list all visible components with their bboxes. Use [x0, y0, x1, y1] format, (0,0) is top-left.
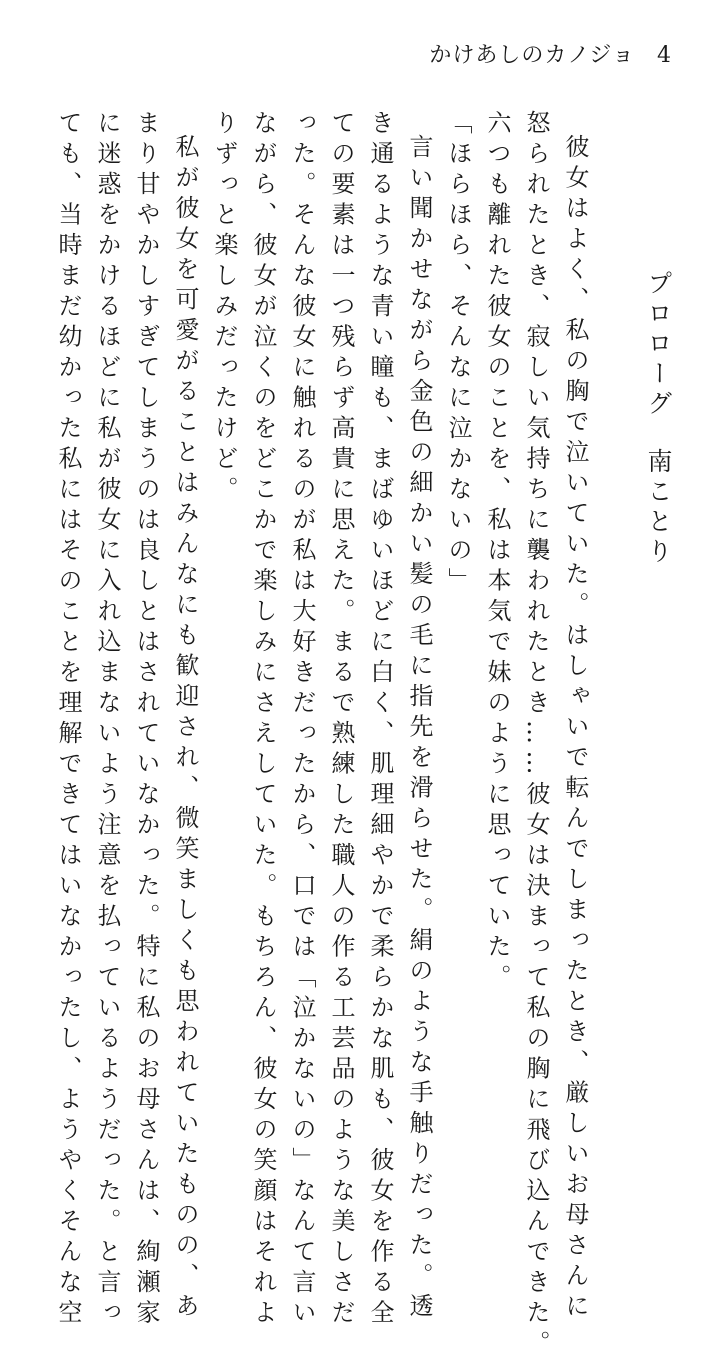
text-line: った。そんな彼女に触れるのが私は大好きだったから、口では「泣かないの」なんて言い — [288, 110, 316, 1330]
book-title: かけあしのカノジョ — [429, 43, 635, 68]
text-line: ても、当時まだ幼かった私にはそのことを理解できてはいなかったし、ようやくそんな空 — [54, 110, 82, 1330]
text-line: まり甘やかしすぎてしまうのは良しとはされていなかった。特に私のお母さんは、絢瀬家 — [132, 110, 160, 1330]
chapter-author: 南ことり — [644, 448, 673, 568]
text-line: 六つも離れた彼女のことを、私は本気で妹のように思っていた。 — [483, 110, 511, 995]
chapter-title: プロローグ — [644, 270, 673, 420]
text-line: 怒られたとき、寂しい気持ちに襲われたとき……彼女は決まって私の胸に飛び込んできた。 — [522, 110, 550, 1361]
text-line: 言い聞かせながら金色の細かい髪の毛に指先を滑らせた。絹のような手触りだった。透 — [405, 134, 433, 1324]
running-header — [429, 38, 672, 69]
chapter-heading — [640, 270, 676, 568]
text-line: りずっと楽しみだったけど。 — [210, 110, 238, 507]
text-line: ての要素は一つ残らず高貴に思えた。まるで熟練した職人の作る工芸品のような美しさだ — [327, 110, 355, 1330]
text-line: ながら、彼女が泣くのをどこかで楽しみにさえしていた。もちろん、彼女の笑顔はそれよ — [249, 110, 277, 1330]
page-body — [54, 110, 594, 1361]
text-line: 私が彼女を可愛がることはみんなにも歓迎され、微笑ましくも思われていたものの、あ — [171, 134, 199, 1324]
text-line: 「ほらほら、そんなに泣かないの」 — [444, 110, 472, 598]
text-line: 彼女はよく、私の胸で泣いていた。はしゃいで転んでしまったとき、厳しいお母さんに — [561, 134, 589, 1324]
page-number: 4 — [657, 43, 672, 68]
text-line: き通るような青い瞳も、まばゆいほどに白く、肌理細やかで柔らかな肌も、彼女を作る全 — [366, 110, 394, 1330]
text-line: に迷惑をかけるほどに私が彼女に入れ込まないよう注意を払っているようだった。と言っ — [93, 110, 121, 1330]
